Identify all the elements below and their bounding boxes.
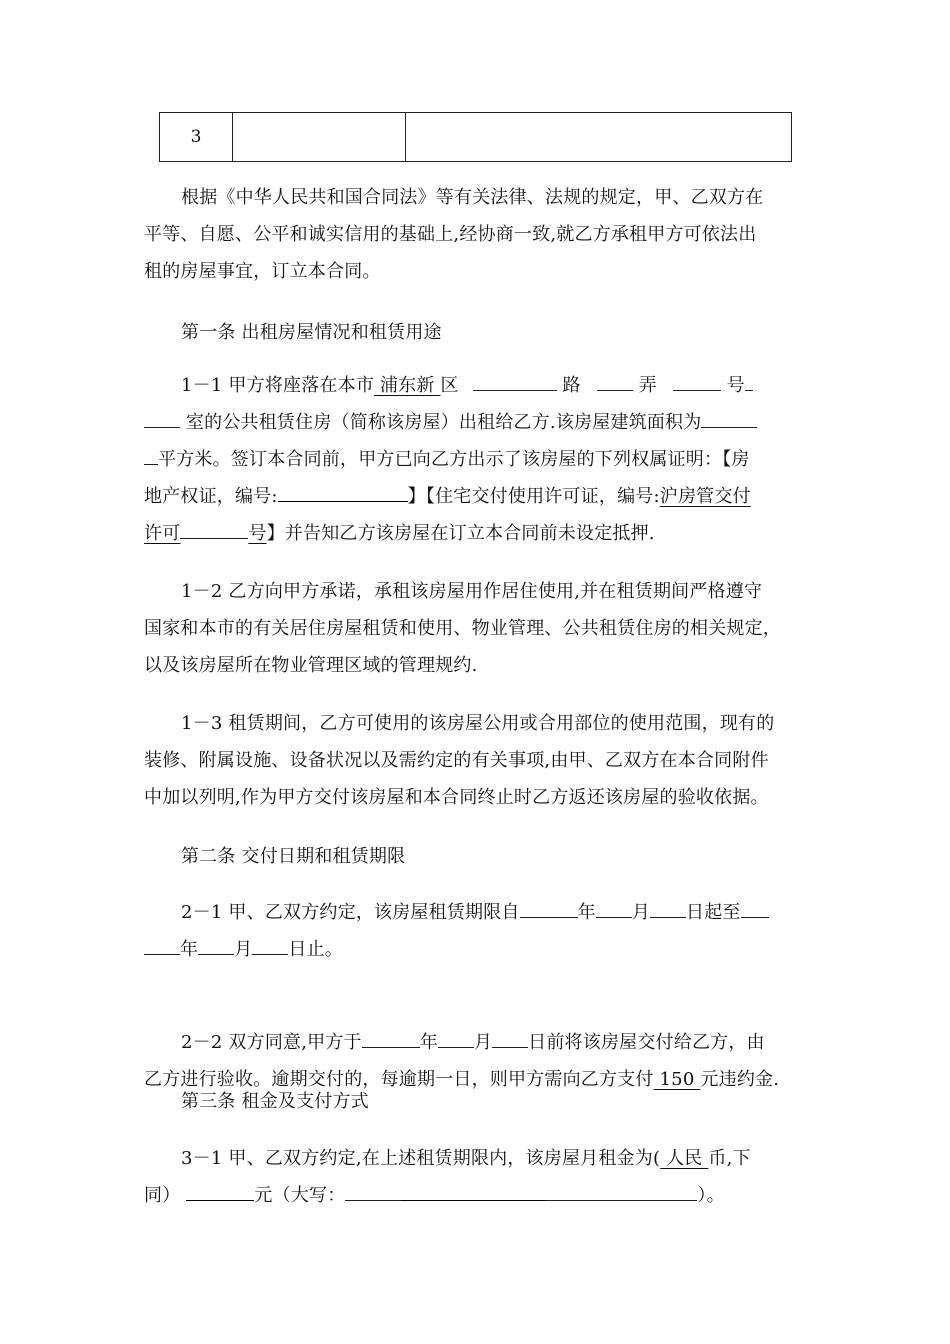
- clause-text: 地产权证，编号:: [144, 486, 278, 507]
- clause-text: 年: [419, 1032, 438, 1053]
- clause-text: 年: [180, 939, 199, 960]
- clause-text: 路: [556, 375, 587, 396]
- clause-line: [144, 515, 809, 552]
- clause-text: 月: [473, 1032, 493, 1053]
- info-table: [159, 112, 792, 162]
- clause-text: 同）: [144, 1185, 181, 1206]
- end-year-blank: [741, 895, 769, 918]
- room-blank: [745, 368, 753, 391]
- clause-text: 日止。: [288, 939, 344, 960]
- clause-2-1: [144, 894, 809, 968]
- clause-text: 乙方进行验收。逾期交付的，每逾期一日，则甲方需向乙方支付: [144, 1069, 654, 1090]
- delivery-year-blank: [362, 1025, 420, 1048]
- clause-line: 装修、附属设施、设备状况以及需约定的有关事项,由甲、乙双方在本合同附件: [144, 750, 769, 771]
- article-heading: 第三条 租金及支付方式: [181, 1091, 369, 1112]
- road-blank: [473, 368, 557, 391]
- article-3-heading-block: [144, 1083, 809, 1120]
- article-heading: 第一条 出租房屋情况和租赁用途: [181, 322, 442, 343]
- clause-3-1: [144, 1140, 809, 1214]
- start-year-blank: [520, 895, 578, 918]
- clause-text: 月: [234, 939, 253, 960]
- end-month-blank: [198, 932, 234, 955]
- clause-text: 元违约金.: [700, 1069, 780, 1090]
- penalty-amount: 150: [653, 1069, 701, 1090]
- clause-line: [144, 1140, 809, 1177]
- clause-text: 币,下: [708, 1148, 751, 1169]
- clause-text: 弄: [632, 375, 663, 396]
- clause-line: 1－2 乙方向甲方承诺，承租该房屋用作居住使用,并在租赁期间严格遵守: [181, 581, 763, 602]
- table-cell: [233, 113, 406, 162]
- rent-words-blank: [345, 1178, 401, 1201]
- clause-text: 2－2 双方同意,甲方于: [181, 1032, 362, 1053]
- clause-text: 日前将该房屋交付给乙方，由: [528, 1032, 765, 1053]
- clause-text: 年: [577, 902, 596, 923]
- clause-text: 日起至: [686, 902, 741, 923]
- lane-blank: [597, 368, 633, 391]
- clause-line: [144, 367, 809, 404]
- clause-text: 号: [248, 523, 267, 544]
- intro-line: 平等、自愿、公平和诚实信用的基础上,经协商一致,就乙方承租甲方可依法出: [144, 224, 757, 245]
- clause-text: ）。: [697, 1185, 725, 1206]
- start-day-blank: [650, 895, 686, 918]
- clause-line: 1－3 租赁期间，乙方可使用的该房屋公用或合用部位的使用范围，现有的: [181, 713, 775, 734]
- clause-line: [144, 478, 809, 515]
- clause-line: [144, 894, 809, 931]
- clause-1-1: [144, 367, 809, 552]
- permit-number-prefix: 沪房管交付: [659, 486, 751, 507]
- district-field: 浦东新: [374, 375, 441, 396]
- delivery-month-blank: [438, 1025, 474, 1048]
- clause-text: 】【住宅交付使用许可证，编号:: [407, 486, 660, 507]
- clause-text: 元（大写：: [254, 1185, 346, 1206]
- table-cell: [406, 113, 792, 162]
- clause-line: 国家和本市的有关居住房屋租赁和使用、物业管理、公共租赁住房的相关规定，: [144, 618, 781, 639]
- property-cert-blank: [278, 479, 408, 502]
- delivery-day-blank: [492, 1025, 528, 1048]
- rent-words-blank: [545, 1178, 697, 1201]
- article-heading: 第二条 交付日期和租赁期限: [181, 846, 406, 867]
- clause-1-2: [144, 573, 809, 684]
- area-blank: [701, 405, 757, 428]
- clause-line: [144, 1177, 809, 1214]
- clause-line: 中加以列明,作为甲方交付该房屋和本合同终止时乙方返还该房屋的验收依据。: [144, 787, 769, 808]
- start-month-blank: [596, 895, 632, 918]
- rent-words-blank: [401, 1178, 545, 1201]
- article-1-heading-block: [144, 314, 809, 351]
- clause-line: [144, 404, 809, 441]
- table-cell-number: 3: [160, 113, 233, 162]
- currency-field: 人民: [660, 1148, 709, 1169]
- clause-text: 1－1 甲方将座落在本市: [181, 375, 375, 396]
- clause-text: 区: [440, 375, 465, 396]
- permit-number-prefix: 许可: [144, 523, 181, 544]
- clause-text: 2－1 甲、乙双方约定，该房屋租赁期限自: [181, 902, 520, 923]
- clause-text: 】并告知乙方该房屋在订立本合同前未设定抵押.: [266, 523, 655, 544]
- clause-text: 平方米。签订本合同前，甲方已向乙方出示了该房屋的下列权属证明：【房: [158, 449, 750, 470]
- clause-line: 以及该房屋所在物业管理区域的管理规约.: [144, 655, 478, 676]
- table-row: [160, 113, 792, 162]
- clause-line: [144, 1024, 809, 1061]
- intro-line: 租的房屋事宜，订立本合同。: [144, 261, 381, 282]
- rent-amount-blank: [186, 1178, 254, 1201]
- clause-line: [144, 931, 809, 968]
- end-year-blank: [144, 932, 180, 955]
- clause-text: 室的公共租赁住房（简称该房屋）出租给乙方.该房屋建筑面积为: [180, 412, 702, 433]
- clause-text: 3－1 甲、乙双方约定,在上述租赁期限内，该房屋月租金为(: [181, 1148, 661, 1169]
- clause-line: [144, 441, 809, 478]
- article-2-heading-block: [144, 838, 809, 875]
- end-day-blank: [252, 932, 288, 955]
- clause-text: 号: [720, 375, 745, 396]
- clause-text: 月: [631, 902, 651, 923]
- room-blank: [144, 405, 180, 428]
- intro-paragraph: [144, 179, 809, 290]
- area-blank: [144, 442, 158, 465]
- number-blank: [673, 368, 721, 391]
- clause-1-3: [144, 705, 809, 816]
- permit-blank: [180, 516, 248, 539]
- intro-line: 根据《中华人民共和国合同法》等有关法律、法规的规定，甲、乙双方在: [181, 187, 764, 208]
